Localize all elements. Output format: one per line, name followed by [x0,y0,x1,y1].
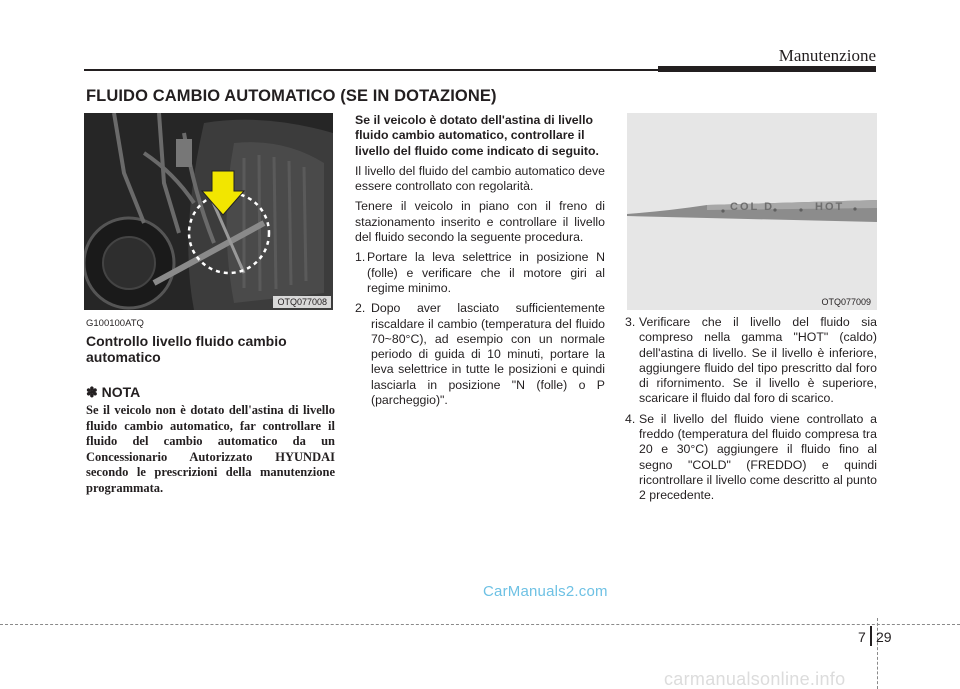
dipstick-figure [627,113,877,310]
list-item-number: 1. [355,250,366,265]
list-item-number: 2. [355,301,366,316]
section-title: FLUIDO CAMBIO AUTOMATICO (SE IN DOTAZIONE) [86,87,497,105]
paragraph-procedure: Tenere il veicolo in piano con il freno di stazionamento inserito e controllare il livello del fluido secondo la seguente procedura. [355,199,605,245]
note-title: ✽ NOTA [86,384,141,400]
engine-bay-illustration [84,113,333,310]
list-item-number: 4. [625,411,636,426]
list-item-text: Dopo aver lasciato sufficientemente riscaldare il cambio (temperatura del fluido 70~80°C), ad esempio con un normale periodo di guida di 10 minuti, portare la leva selettrice in tutte le posizioni e quindi lasciarla in posizione "N (folle) o P (parcheggio)". [371,301,605,408]
section-code: G100100ATQ [86,318,144,329]
column-right [612,315,877,509]
list-item [612,315,877,407]
figure-caption-right: OTQ077009 [817,296,875,308]
header-title: Manutenzione [778,46,876,65]
figure-caption-left: OTQ077008 [273,296,331,308]
header-rule [84,69,658,71]
list-item [355,301,605,408]
subheading: Controllo livello fluido cambio automatico [86,333,287,365]
chapter-number: 7 [858,629,866,645]
footer-rule [0,624,960,625]
dipstick-hot-mark: HOT [815,201,845,213]
column-middle [355,113,605,413]
header-rule-accent [658,66,876,72]
watermark-link[interactable]: CarManuals2.com [483,583,608,600]
list-item [612,412,877,504]
list-item-text: Se il livello del fluido viene controllato a freddo (temperatura del fluido compresa tra 20 e 30°C) aggiungere il fluido fino al segno "COLD" (FREDDO) e quindi ricontrollare il livello come descritto al punto 2 precedente. [639,411,877,503]
engine-bay-photo [84,113,333,310]
site-footer-link[interactable]: carmanualsonline.info [664,669,846,689]
list-item-text: Portare la leva selettrice in posizione N (folle) e verificare che il motore giri al regime minimo. [367,250,605,295]
list-item-text: Verificare che il livello del fluido sia compreso nella gamma "HOT" (caldo) dell'astina di livello. Se il livello è inferiore, aggiungere fluido del tipo prescritto dal foro di rifornimento. Se il livello è superiore, scaricare il fluido dal foro di scarico. [639,315,877,406]
page-number: 29 [876,629,892,645]
list-item [355,250,605,296]
dipstick-cold-mark: COL D [730,201,775,213]
page-separator [870,626,872,646]
note-body: Se il veicolo non è dotato dell'astina di livello fluido cambio automatico, far controllare il fluido del cambio automatico da un Concessionario Autorizzato HYUNDAI secondo le prescrizioni della manutenzione programmata. [86,403,335,495]
intro-paragraph: Se il veicolo è dotato dell'astina di livello fluido cambio automatico, controllare il livello del fluido come indicato di seguito. [355,113,599,158]
paragraph-regularity: Il livello del fluido del cambio automatico deve essere controllato con regolarità. [355,163,605,194]
list-item-number: 3. [625,315,636,329]
